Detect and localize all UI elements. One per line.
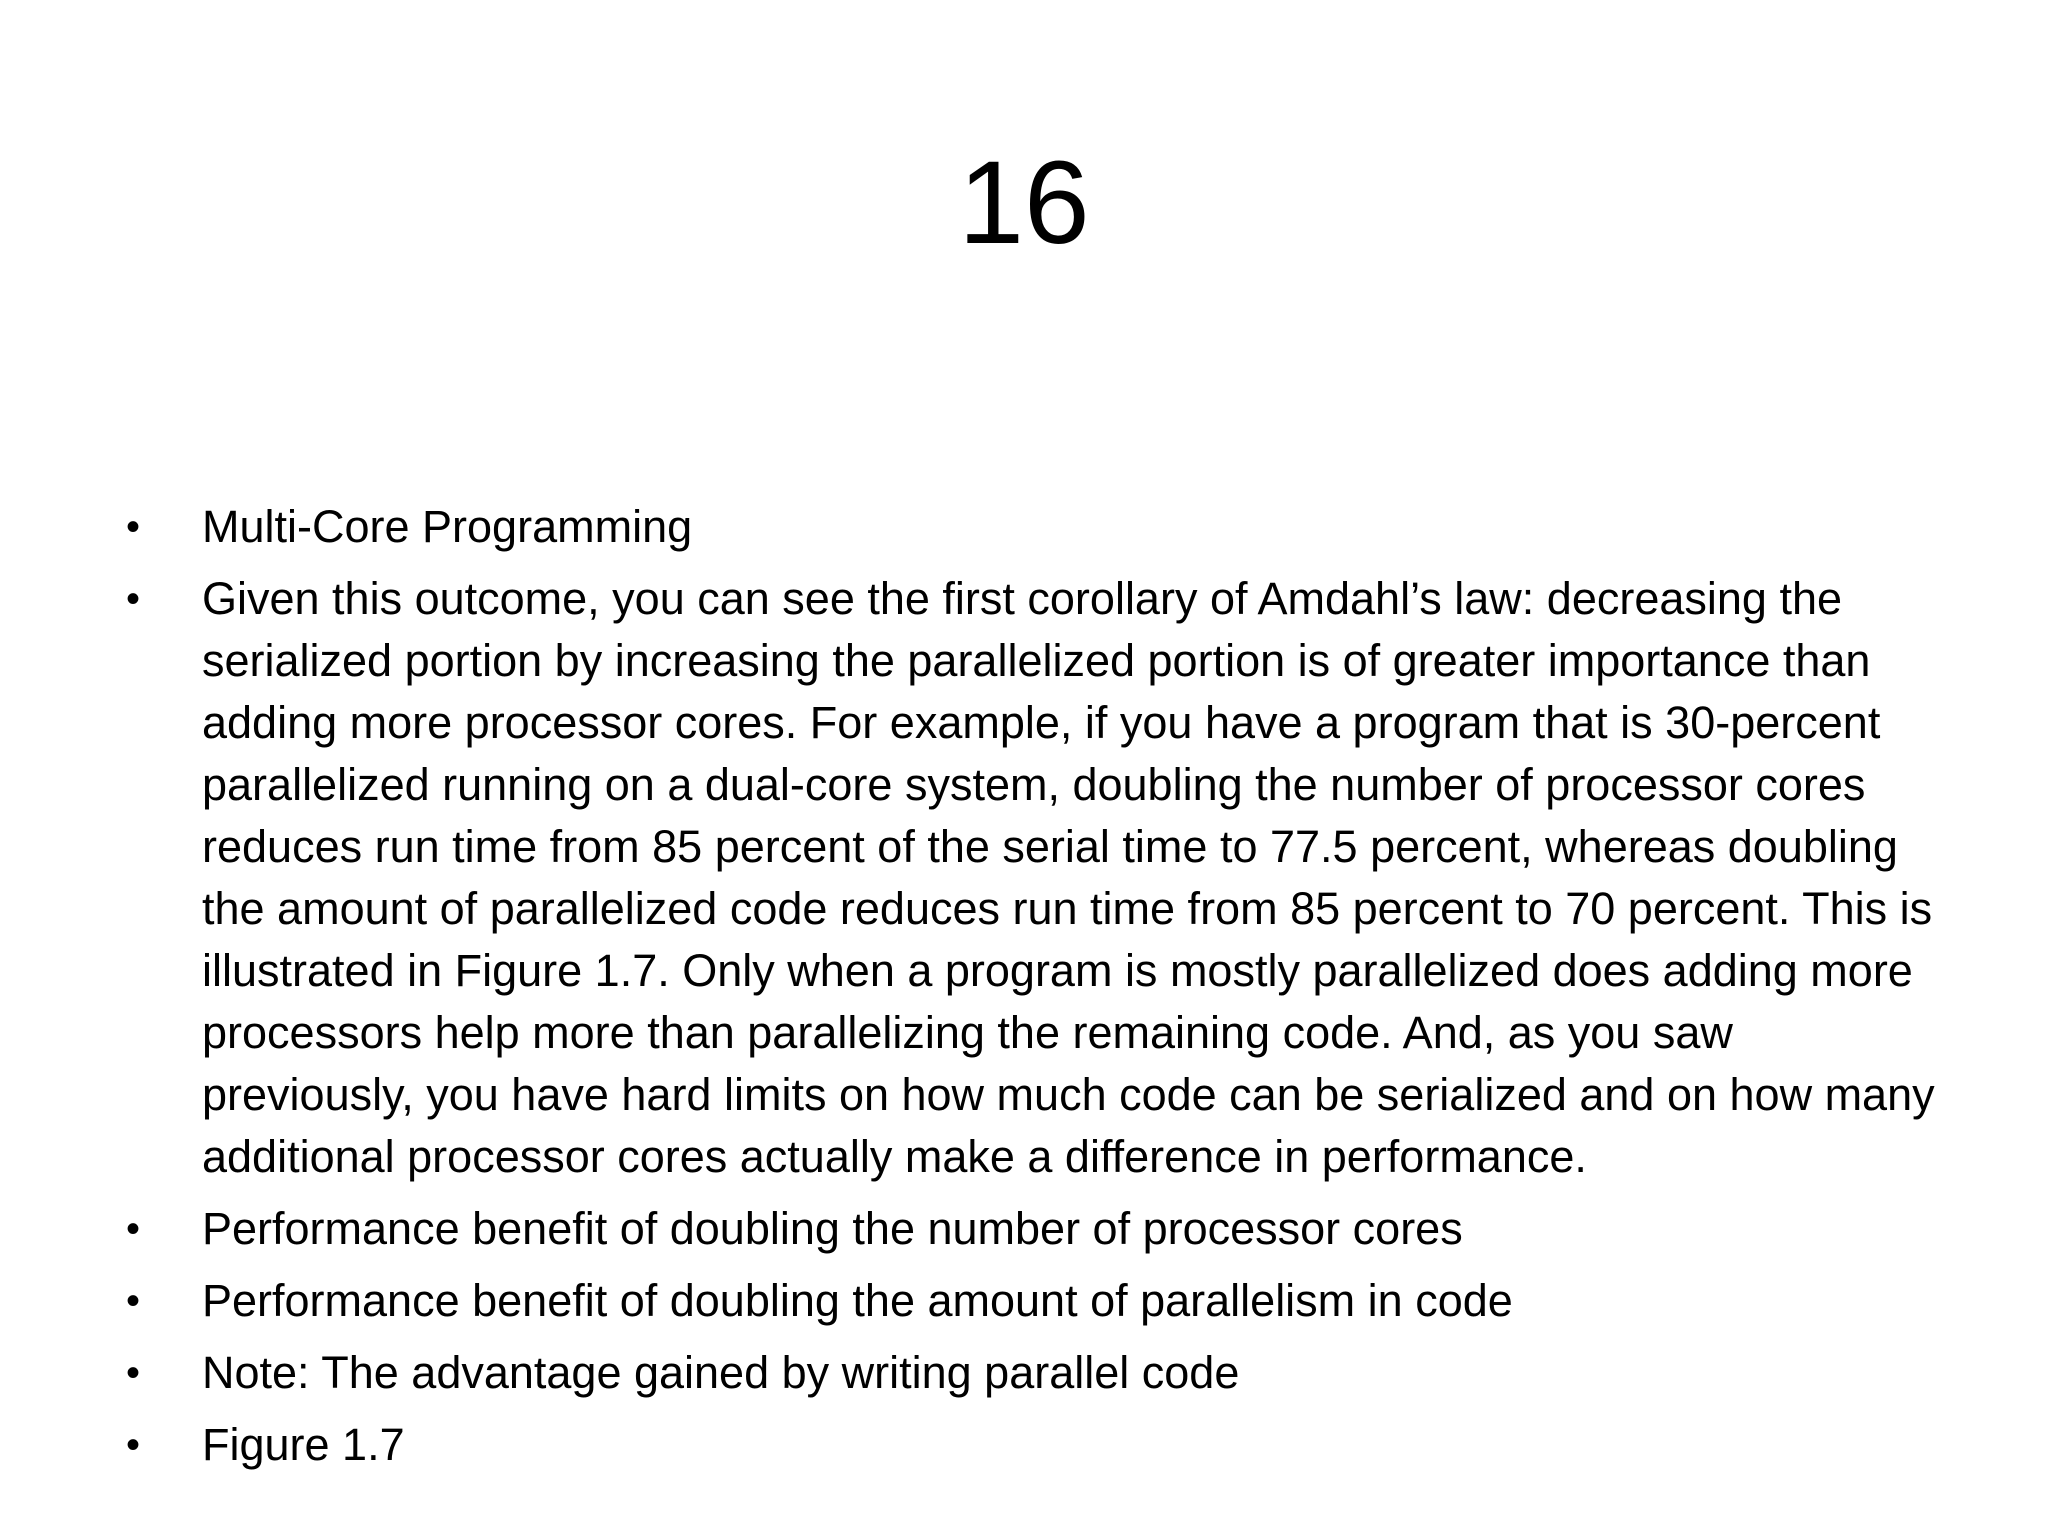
bullet-item-multicore (122, 496, 1952, 558)
bullet-item-note (122, 1342, 1952, 1404)
bullet-icon: • (126, 1279, 141, 1323)
bullet-text: Note: The advantage gained by writing parallel code (202, 1347, 1240, 1398)
bullet-text: Multi-Core Programming (202, 501, 693, 552)
bullet-item-amdahl-corollary (122, 568, 1952, 1188)
bullet-item-benefit-parallelism (122, 1270, 1952, 1332)
bullet-text: Given this outcome, you can see the first corollary of Amdahl’s law: decreasing the serialized portion by increasing the parallelized portion is of greater importance than adding more processor cores. For example, if you have a program that is 30-percent parallelized running on a dual-core system, doubling the number of processor cores reduces run time from 85 percent of the serial time to 77.5 percent, whereas doubling the amount of parallelized code reduces run time from 85 percent to 70 percent. This is illustrated in Figure 1.7. Only when a program is mostly parallelized does adding more processors help more than parallelizing the remaining code. And, as you saw previously, you have hard limits on how much code can be serialized and on how many additional processor cores actually make a difference in performance. (202, 573, 1935, 1182)
bullet-item-figure-ref (122, 1414, 1952, 1476)
bullet-icon: • (126, 577, 141, 621)
bullet-icon: • (126, 1207, 141, 1251)
bullet-icon: • (126, 1351, 141, 1395)
bullet-text: Performance benefit of doubling the amount of parallelism in code (202, 1275, 1513, 1326)
bullet-icon: • (126, 1423, 141, 1467)
bullet-icon: • (126, 505, 141, 549)
bullet-text: Figure 1.7 (202, 1419, 405, 1470)
bullet-item-benefit-cores (122, 1198, 1952, 1260)
bullet-text: Performance benefit of doubling the number of processor cores (202, 1203, 1463, 1254)
bullet-list (122, 496, 1952, 1486)
slide-title: 16 (958, 137, 1090, 269)
